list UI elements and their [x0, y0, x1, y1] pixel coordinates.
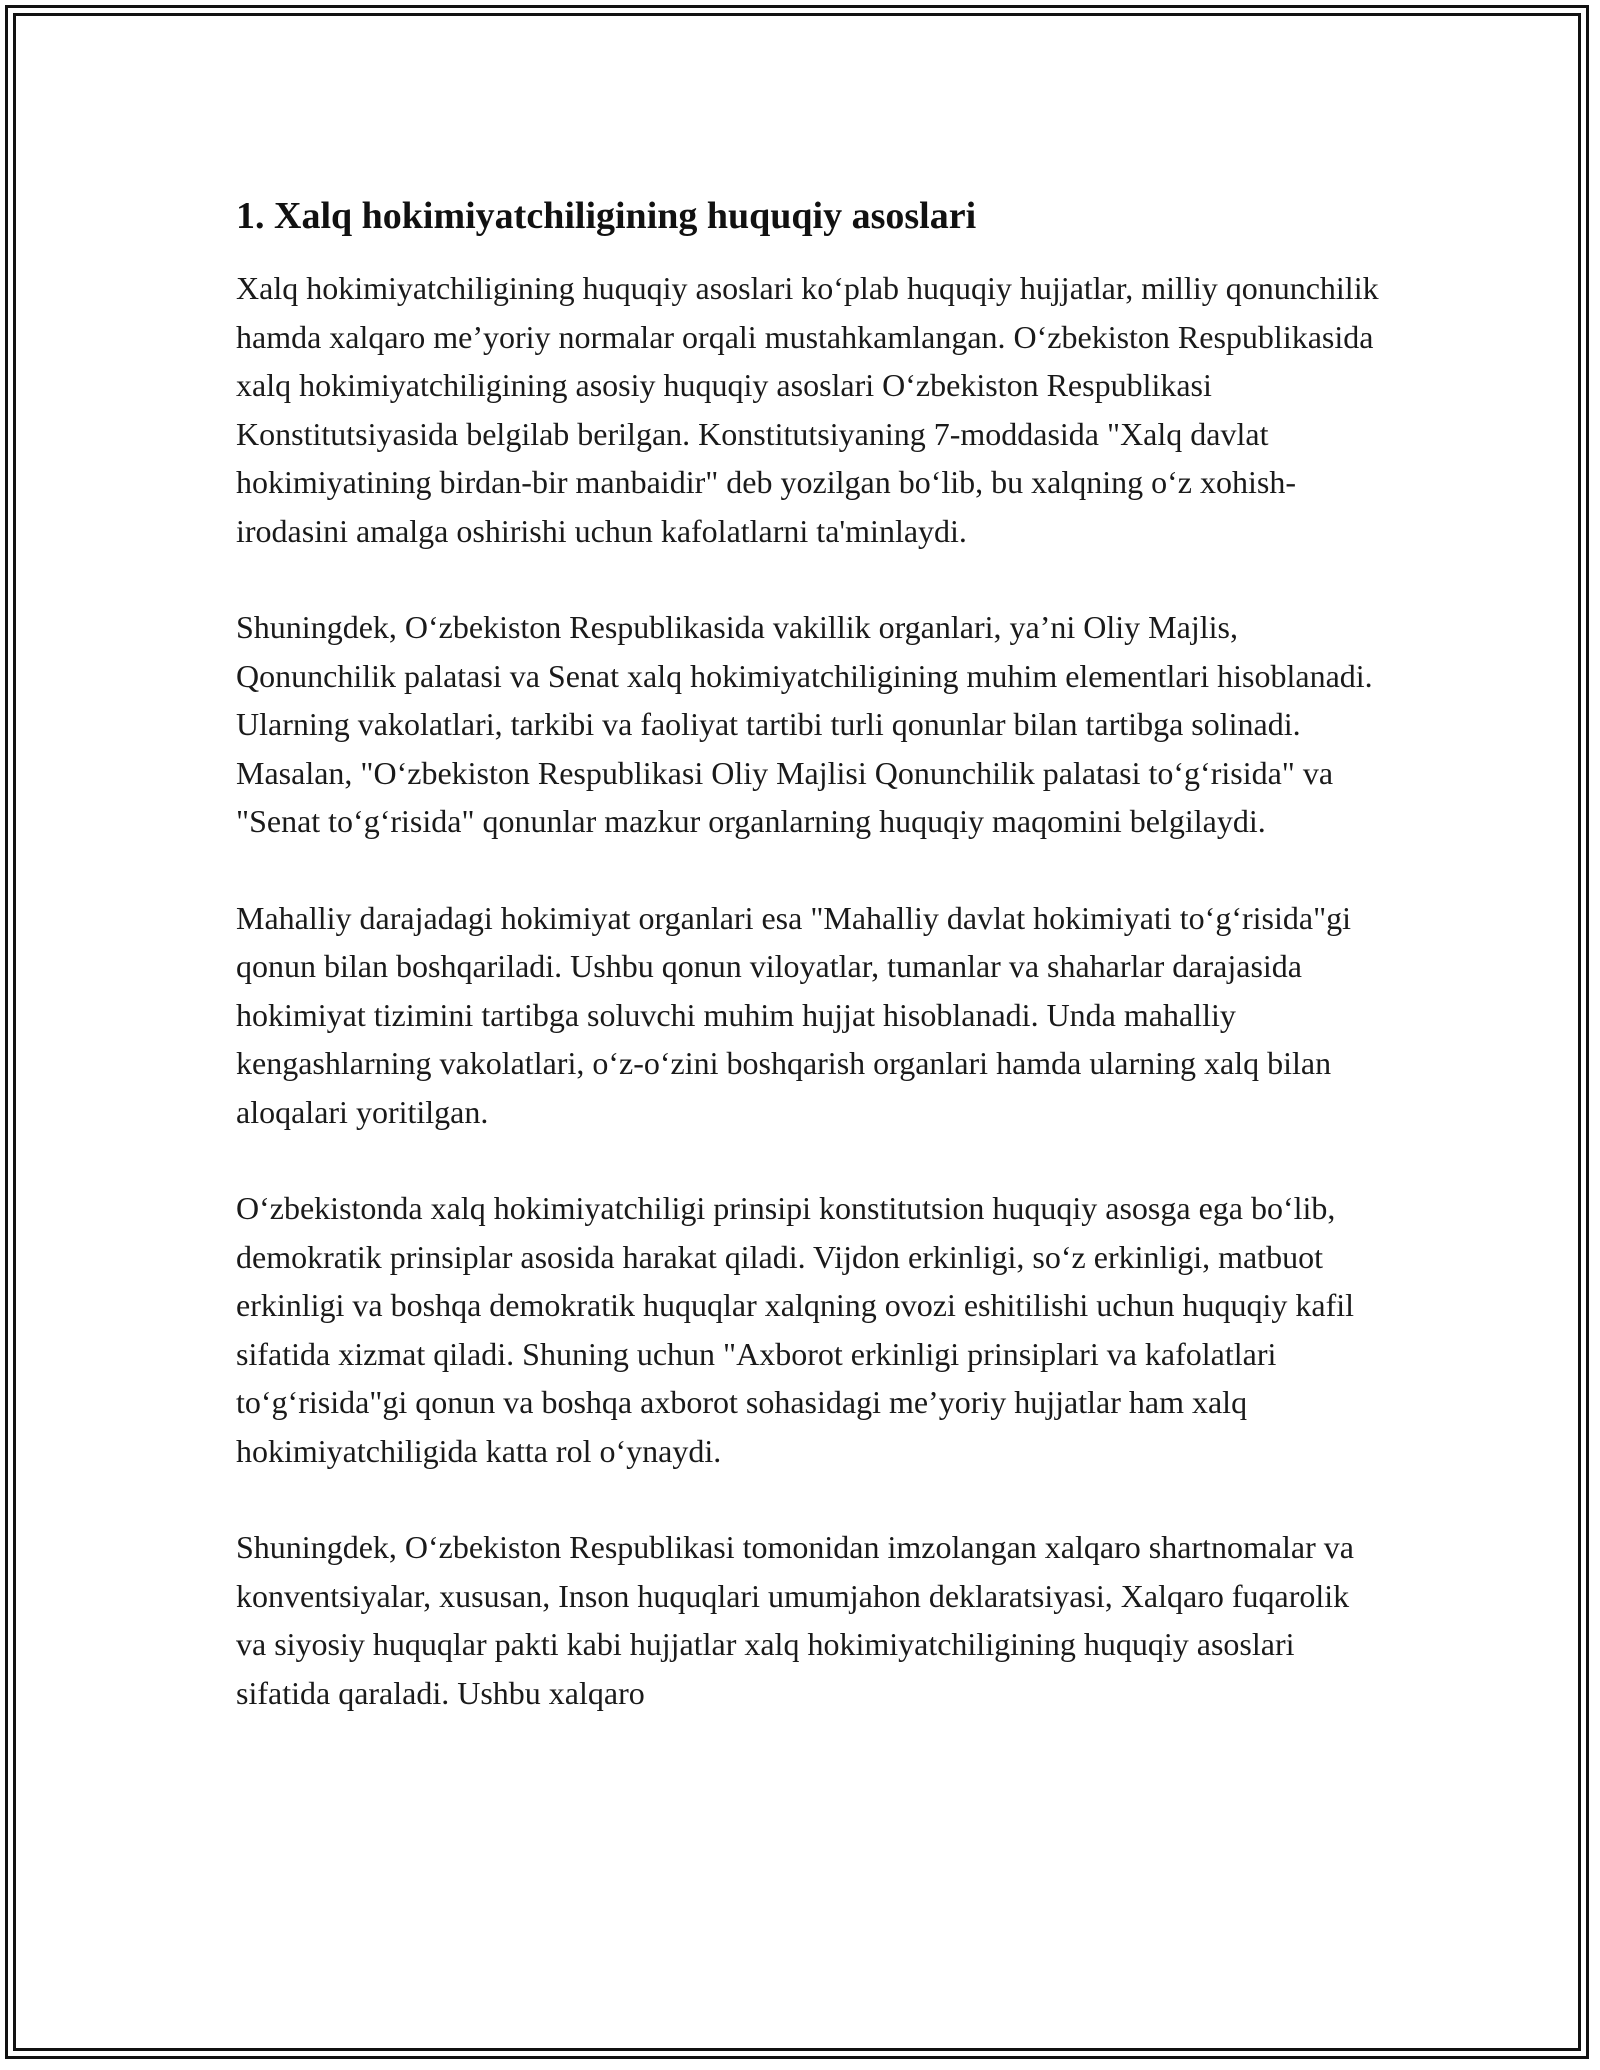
paragraph-3: Mahalliy darajadagi hokimiyat organlari esa "Mahalliy davlat hokimiyati to‘g‘risida"gi qonun bilan boshqariladi. Ushbu qonun viloyatlar, tumanlar va shaharlar darajasida hokimiyat tizimini tartibga soluvchi muhim hujjat hisoblanadi. Unda mahalliy kengashlarning vakolatlari, o‘z-o‘zini boshqarish organlari hamda ularning xalq bilan aloqalari yoritilgan. — [236, 899, 1352, 1130]
paragraph-1: Xalq hokimiyatchiligining huquqiy asoslari ko‘plab huquqiy hujjatlar, milliy qonunchilik hamda xalqaro me’yoriy normalar orqali mustahkamlangan. O‘zbekiston Respublikasida xalq hokimiyatchiligining asosiy huquqiy asoslari O‘zbekiston Respublikasi Konstitutsiyasida belgilab berilgan. Konstitutsiyaning 7-moddasida "Xalq davlat hokimiyatining birdan-bir manbaidir" deb yozilgan bo‘lib, bu xalqning o‘z xohish-irodasini amalga oshirishi uchun kafolatlarni ta'minlaydi. — [236, 270, 1379, 549]
paragraph-4: O‘zbekistonda xalq hokimiyatchiligi prinsipi konstitutsion huquqiy asosga ega bo‘lib, demokratik prinsiplar asosida harakat qiladi. Vijdon erkinligi, so‘z erkinligi, matbuot erkinligi va boshqa demokratik huquqlar xalqning ovozi eshitilishi uchun huquqiy kafil sifatida xizmat qiladi. Shuning uchun "Axborot erkinligi prinsiplari va kafolatlari to‘g‘risida"gi qonun va boshqa axborot sohasidagi me’yoriy hujjatlar ham xalq hokimiyatchiligida katta rol o‘ynaydi. — [236, 1190, 1355, 1469]
paragraph-2: Shuningdek, O‘zbekiston Respublikasida vakillik organlari, ya’ni Oliy Majlis, Qonunchilik palatasi va Senat xalq hokimiyatchiligining muhim elementlari hisoblanadi. Ularning vakolatlari, tarkibi va faoliyat tartibi turli qonunlar bilan tartibga solinadi. Masalan, "O‘zbekiston Respublikasi Oliy Majlisi Qonunchilik palatasi to‘g‘risida" va "Senat to‘g‘risida" qonunlar mazkur organlarning huquqiy maqomini belgilaydi. — [236, 609, 1373, 839]
document-body — [236, 188, 1386, 1765]
paragraph-5: Shuningdek, O‘zbekiston Respublikasi tomonidan imzolangan xalqaro shartnomalar va konventsiyalar, xususan, Inson huquqlari umumjahon deklaratsiyasi, Xalqaro fuqarolik va siyosiy huquqlar pakti kabi hujjatlar xalq hokimiyatchiligining huquqiy asoslari sifatida qaraladi. Ushbu xalqaro — [236, 1529, 1354, 1711]
section-heading: 1. Xalq hokimiyatchiligining huquqiy asoslari — [236, 195, 977, 237]
